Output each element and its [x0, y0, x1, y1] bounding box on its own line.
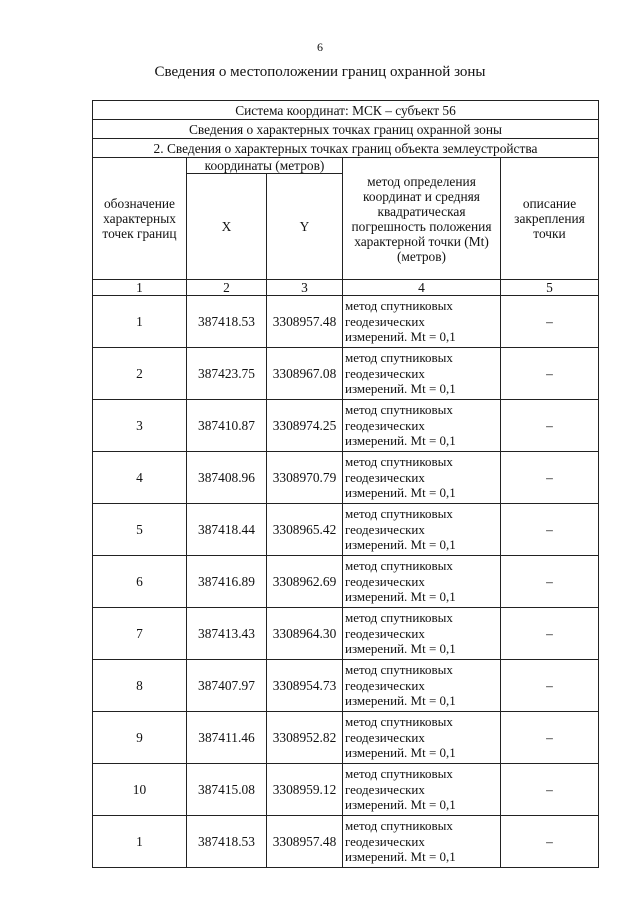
subsection-title-row — [93, 139, 599, 158]
header-point-designation: обозначение характерных точек границ — [93, 158, 187, 280]
method-line: метод спутниковых — [345, 662, 453, 678]
method-line: измерений. Mt = 0,1 — [345, 433, 456, 449]
table-row — [93, 660, 599, 712]
point-cell: 7 — [93, 608, 187, 660]
method-cell — [343, 608, 501, 660]
document-title: Сведения о местоположении границ охранной зоны — [154, 64, 486, 80]
header-x: X — [187, 174, 267, 280]
method-cell — [343, 660, 501, 712]
x-coordinate-cell: 387408.96 — [187, 452, 267, 504]
method-cell — [343, 816, 501, 868]
method-cell — [343, 764, 501, 816]
section-title-cell: Сведения о характерных точках границ охранной зоны — [93, 120, 599, 139]
fixing-cell: – — [501, 764, 599, 816]
method-line: геодезических — [345, 573, 425, 589]
fixing-cell: – — [501, 452, 599, 504]
column-numbers-row — [93, 280, 599, 296]
column-number: 3 — [267, 280, 343, 296]
table-row — [93, 608, 599, 660]
table-row — [93, 504, 599, 556]
point-cell: 4 — [93, 452, 187, 504]
fixing-cell: – — [501, 660, 599, 712]
method-line: геодезических — [345, 313, 425, 329]
point-cell: 3 — [93, 400, 187, 452]
method-line: геодезических — [345, 417, 425, 433]
method-cell — [343, 712, 501, 764]
method-line: измерений. Mt = 0,1 — [345, 797, 456, 813]
x-coordinate-cell: 387415.08 — [187, 764, 267, 816]
header-row-top — [93, 158, 599, 174]
method-line: геодезических — [345, 521, 425, 537]
fixing-cell: – — [501, 504, 599, 556]
method-line: измерений. Mt = 0,1 — [345, 641, 456, 657]
column-number: 1 — [93, 280, 187, 296]
method-line: измерений. Mt = 0,1 — [345, 589, 456, 605]
method-line: измерений. Mt = 0,1 — [345, 849, 456, 865]
point-cell: 2 — [93, 348, 187, 400]
method-line: метод спутниковых — [345, 506, 453, 522]
column-number: 2 — [187, 280, 267, 296]
y-coordinate-cell: 3308974.25 — [267, 400, 343, 452]
method-line: геодезических — [345, 625, 425, 641]
y-coordinate-cell: 3308952.82 — [267, 712, 343, 764]
point-cell: 6 — [93, 556, 187, 608]
method-line: геодезических — [345, 781, 425, 797]
method-line: метод спутниковых — [345, 298, 453, 314]
method-line: измерений. Mt = 0,1 — [345, 537, 456, 553]
table-row — [93, 400, 599, 452]
coordinate-system-row — [93, 101, 599, 120]
fixing-cell: – — [501, 348, 599, 400]
point-cell: 8 — [93, 660, 187, 712]
method-line: геодезических — [345, 365, 425, 381]
y-coordinate-cell: 3308962.69 — [267, 556, 343, 608]
method-line: метод спутниковых — [345, 818, 453, 834]
x-coordinate-cell: 387423.75 — [187, 348, 267, 400]
fixing-cell: – — [501, 400, 599, 452]
y-coordinate-cell: 3308965.42 — [267, 504, 343, 556]
method-line: геодезических — [345, 469, 425, 485]
method-cell — [343, 400, 501, 452]
method-line: измерений. Mt = 0,1 — [345, 381, 456, 397]
table-row — [93, 764, 599, 816]
method-line: метод спутниковых — [345, 714, 453, 730]
table-row — [93, 296, 599, 348]
table-row — [93, 348, 599, 400]
coordinate-system-cell: Система координат: МСК – субъект 56 — [93, 101, 599, 120]
fixing-cell: – — [501, 556, 599, 608]
y-coordinate-cell: 3308964.30 — [267, 608, 343, 660]
method-cell — [343, 452, 501, 504]
table-row — [93, 452, 599, 504]
y-coordinate-cell: 3308957.48 — [267, 816, 343, 868]
x-coordinate-cell: 387413.43 — [187, 608, 267, 660]
y-coordinate-cell: 3308959.12 — [267, 764, 343, 816]
point-cell: 1 — [93, 296, 187, 348]
column-number: 5 — [501, 280, 599, 296]
method-line: измерений. Mt = 0,1 — [345, 745, 456, 761]
y-coordinate-cell: 3308954.73 — [267, 660, 343, 712]
method-line: геодезических — [345, 677, 425, 693]
column-number: 4 — [343, 280, 501, 296]
point-cell: 10 — [93, 764, 187, 816]
method-line: метод спутниковых — [345, 454, 453, 470]
subsection-title-cell: 2. Сведения о характерных точках границ объекта землеустройства — [93, 139, 599, 158]
y-coordinate-cell: 3308970.79 — [267, 452, 343, 504]
method-line: метод спутниковых — [345, 350, 453, 366]
x-coordinate-cell: 387410.87 — [187, 400, 267, 452]
point-cell: 1 — [93, 816, 187, 868]
method-line: метод спутниковых — [345, 610, 453, 626]
x-coordinate-cell: 387418.53 — [187, 816, 267, 868]
method-line: метод спутниковых — [345, 766, 453, 782]
y-coordinate-cell: 3308967.08 — [267, 348, 343, 400]
method-line: метод спутниковых — [345, 558, 453, 574]
x-coordinate-cell: 387418.44 — [187, 504, 267, 556]
x-coordinate-cell: 387411.46 — [187, 712, 267, 764]
x-coordinate-cell: 387418.53 — [187, 296, 267, 348]
point-cell: 9 — [93, 712, 187, 764]
method-cell — [343, 504, 501, 556]
fixing-cell: – — [501, 816, 599, 868]
section-title-row — [93, 120, 599, 139]
method-line: геодезических — [345, 729, 425, 745]
header-method: метод определения координат и средняя квадратическая погрешность положения характерной точки (Mt) (метров) — [343, 158, 501, 280]
method-line: метод спутниковых — [345, 402, 453, 418]
boundary-points-table — [92, 100, 599, 868]
method-line: измерений. Mt = 0,1 — [345, 485, 456, 501]
header-fixing: описание закрепления точки — [501, 158, 599, 280]
x-coordinate-cell: 387407.97 — [187, 660, 267, 712]
header-coordinates: координаты (метров) — [187, 158, 343, 174]
x-coordinate-cell: 387416.89 — [187, 556, 267, 608]
method-cell — [343, 296, 501, 348]
method-cell — [343, 348, 501, 400]
y-coordinate-cell: 3308957.48 — [267, 296, 343, 348]
fixing-cell: – — [501, 608, 599, 660]
point-cell: 5 — [93, 504, 187, 556]
fixing-cell: – — [501, 296, 599, 348]
table-row — [93, 712, 599, 764]
method-line: измерений. Mt = 0,1 — [345, 693, 456, 709]
table-row — [93, 556, 599, 608]
table-row — [93, 816, 599, 868]
page-number: 6 — [317, 40, 323, 54]
header-y: Y — [267, 174, 343, 280]
method-cell — [343, 556, 501, 608]
fixing-cell: – — [501, 712, 599, 764]
method-line: геодезических — [345, 833, 425, 849]
method-line: измерений. Mt = 0,1 — [345, 329, 456, 345]
